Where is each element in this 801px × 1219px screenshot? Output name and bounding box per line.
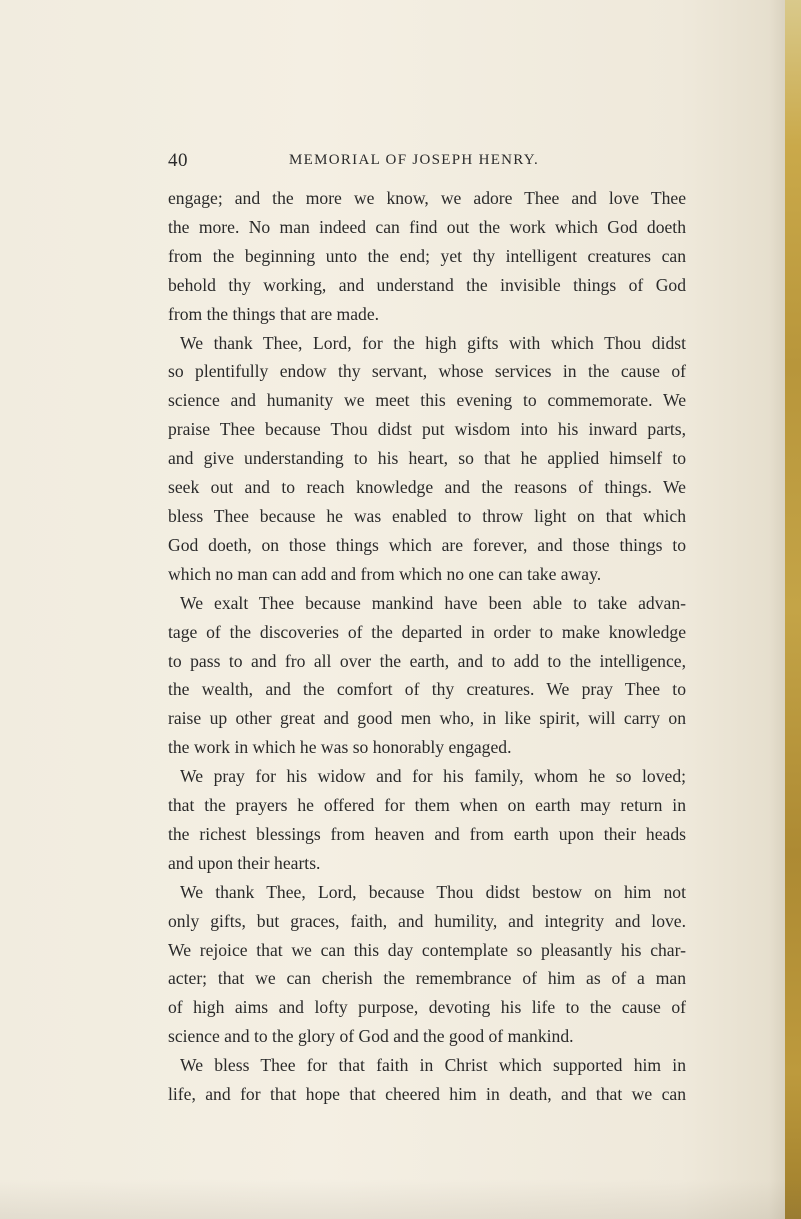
text-line: which no man can add and from which no one can take away.: [168, 563, 602, 584]
page-shadow: [0, 1179, 801, 1219]
page-edge: [785, 0, 801, 1219]
text-line: tage of the discoveries of the departed in order to make knowledge: [168, 621, 686, 642]
text-line: science and to the glory of God and the good of mankind.: [168, 1026, 574, 1047]
text-line: life, and for that hope that cheered him in death, and that we can: [168, 1084, 686, 1105]
text-line: seek out and to reach knowledge and the reasons of things. We: [168, 477, 686, 498]
text-line: of high aims and lofty purpose, devoting his life to the cause of: [168, 997, 686, 1018]
text-line: We rejoice that we can this day contemplate so pleasantly his char-: [168, 939, 686, 960]
page-number: 40: [168, 150, 188, 171]
text-line: science and humanity we meet this evening to commemorate. We: [168, 390, 686, 411]
body-text: [168, 184, 686, 1109]
text-line: the richest blessings from heaven and from earth upon their heads: [168, 823, 686, 844]
text-line: raise up other great and good men who, in like spirit, will carry on: [168, 708, 686, 729]
text-line: from the beginning unto the end; yet thy intelligent creatures can: [168, 245, 686, 266]
text-line: engage; and the more we know, we adore Thee and love Thee: [168, 188, 686, 208]
text-line: We pray for his widow and for his family, whom he so loved;: [180, 766, 686, 787]
text-line: that the prayers he offered for them when on earth may return in: [168, 795, 686, 816]
text-line: to pass to and fro all over the earth, and to add to the intelligence,: [168, 650, 686, 671]
text-line: only gifts, but graces, faith, and humility, and integrity and love.: [168, 910, 686, 931]
text-line: and give understanding to his heart, so that he applied himself to: [168, 448, 686, 469]
running-title: MEMORIAL OF JOSEPH HENRY.: [289, 152, 540, 168]
text-line: We bless Thee for that faith in Christ which supported him in: [180, 1055, 686, 1076]
running-head: [168, 150, 688, 174]
text-line: We thank Thee, Lord, because Thou didst bestow on him not: [180, 881, 686, 902]
text-line: behold thy working, and understand the invisible things of God: [168, 274, 686, 295]
text-line: We thank Thee, Lord, for the high gifts with which Thou didst: [180, 332, 686, 353]
text-line: so plentifully endow thy servant, whose services in the cause of: [168, 361, 686, 382]
text-line: the wealth, and the comfort of thy creatures. We pray Thee to: [168, 679, 686, 700]
text-line: from the things that are made.: [168, 303, 380, 324]
text-line: We exalt Thee because mankind have been able to take advan-: [180, 592, 686, 613]
text-line: acter; that we can cherish the remembrance of him as of a man: [168, 968, 686, 989]
text-line: God doeth, on those things which are forever, and those things to: [168, 534, 686, 555]
text-line: praise Thee because Thou didst put wisdom into his inward parts,: [168, 419, 686, 440]
text-line: and upon their hearts.: [168, 852, 321, 873]
text-line: bless Thee because he was enabled to throw light on that which: [168, 505, 686, 526]
text-line: the more. No man indeed can find out the work which God doeth: [168, 216, 686, 237]
text-line: the work in which he was so honorably engaged.: [168, 737, 512, 758]
